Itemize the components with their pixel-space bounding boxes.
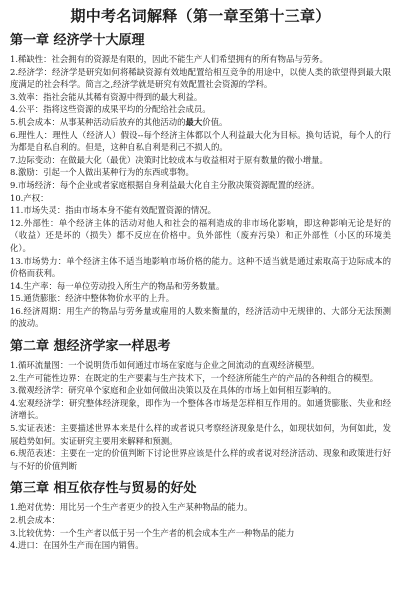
entry-definition: 用比另一个生产者更少的投入生产某种物品的能力。: [59, 502, 253, 513]
definition-entry: [10, 154, 391, 167]
entry-term: 13.市场势力：: [10, 255, 67, 266]
entry-term: 1.绝对优势：: [10, 502, 60, 513]
entry-term: 2.生产可能性边界：: [10, 372, 85, 383]
chapters-container: [10, 32, 391, 552]
chapter-section: [10, 480, 391, 551]
entry-term: 1.循环流量图：: [10, 360, 69, 371]
entry-definition: 引起一个人做出某种行为的东西或事物。: [43, 167, 194, 178]
definition-entry: [10, 166, 391, 179]
definition-entry: [10, 91, 391, 104]
definition-entry: [10, 53, 391, 66]
entry-term: 10.产权：: [10, 192, 49, 203]
entry-definition: 研究单个家庭和企业如何做出决策以及在具体的市场上如何相互影响的。: [68, 385, 337, 396]
definition-entry: [10, 280, 391, 293]
entry-definition: 在做最大化（最优）决策时比较成本与收益相对于原有数量的微小增量。: [59, 154, 328, 165]
entry-definition: 理性人（经济人）假设--每个经济主体都以个人利益最大化为目标。换句话说，每个人的行为都是自私自利的。但是，这种自私自利是利己不损人的。: [10, 129, 391, 153]
entry-definition: 经济中整体物价水平的上升。: [65, 293, 175, 304]
entry-term: 6.理性人：: [10, 129, 53, 140]
entry-definition: 每一单位劳动投入所生产的物品和劳务数量。: [56, 280, 225, 291]
chapter-heading: 第三章 相互依存性与贸易的好处: [10, 481, 197, 497]
entry-term: 14.生产率：: [10, 280, 57, 291]
entry-term: 16.经济周期：: [10, 305, 67, 316]
chapter-section: [10, 338, 391, 472]
definition-entry: [10, 103, 391, 116]
definition-entry: [10, 447, 391, 472]
definition-entry: [10, 359, 391, 372]
definition-entry: [10, 527, 391, 540]
document-title: 期中考名词解释（第一章至第十三章）: [70, 7, 331, 25]
entry-definition-tail: 价值。: [202, 116, 228, 127]
entry-definition: 主要在一定的价值判断下讨论世界应该是什么样的或者说对经济活动、现象和政策进行好与不好的价值判断: [10, 448, 391, 471]
entry-term: 1.稀缺性：: [10, 54, 52, 64]
entry-definition: 指由市场本身不能有效配置资源的情况。: [65, 205, 216, 216]
definition-entry: [10, 397, 391, 422]
chapter-heading: 第二章 想经济学家一样思考: [10, 339, 171, 355]
entry-term: 8.激励：: [10, 167, 44, 178]
entry-term: 3.比较优势：: [10, 527, 60, 538]
entry-term: 4.宏观经济学：: [10, 397, 69, 408]
entry-term: 7.边际变动：: [10, 154, 60, 165]
definition-entry: [10, 204, 391, 217]
entry-term: 3.微观经济学：: [10, 385, 69, 396]
entry-definition: 指社会能从其稀有资源中得到的最大利益。: [43, 91, 203, 102]
entry-term: 11.市场失灵：: [10, 205, 66, 216]
definition-entry: [10, 292, 391, 305]
entry-definition: 经济学是研究如何将稀缺资源有效地配置给相互竞争的用途中，以使人类的欲望得到最大限度满足的社会科学。简言之,经济学就是研究有效配置社会资源的学科。: [10, 66, 392, 90]
definition-entry: [10, 255, 391, 280]
entry-term: 5.实证表述：: [10, 423, 61, 434]
entry-term: 2.经济学：: [10, 66, 53, 77]
definition-entry: [10, 372, 391, 385]
definition-entry: [10, 129, 391, 154]
chapter-heading: 第一章 经济学十大原理: [10, 33, 145, 48]
entry-emphasis: 最大: [185, 116, 203, 127]
entry-definition: 指将这些资源的成果平均的分配给社会成员。: [43, 104, 211, 115]
entry-term: 2.机会成本：: [10, 515, 60, 525]
entry-term: 4.进口：: [10, 540, 44, 551]
definition-entry: [10, 179, 391, 192]
definition-entry: [10, 217, 391, 255]
definition-entry: [10, 116, 391, 129]
definition-entry: [10, 305, 391, 330]
entry-definition: 在国外生产而在国内销售。: [43, 540, 144, 551]
entry-term: 6.规范表述：: [10, 448, 61, 459]
entry-definition: 一个说明货币如何通过市场在家庭与企业之间流动的直观经济模型。: [68, 360, 320, 371]
entry-term: 9.市场经济：: [10, 179, 60, 190]
chapter-section: [10, 32, 391, 330]
definition-entry: [10, 539, 391, 552]
entry-term: 3.效率：: [10, 91, 44, 102]
entry-definition: 用生产的物品与劳务量或雇用的人数来衡量的，经济活动中无规律的、大部分无法预测的波动。: [10, 305, 391, 329]
definition-entry: [10, 501, 391, 514]
entry-term: 15.通货膨胀：: [10, 293, 66, 304]
entry-definition: 主要描述世界本来是什么样的或者说只考察经济现象是什么，如现状如何，为何如此，发展趋势如何。实证研究主要用来解释和预测。: [10, 423, 391, 446]
entry-definition: 单个经济主体不适当地影响市场价格的能力。这种不适当就是通过索取高于边际成本的价格而获利。: [10, 255, 391, 279]
entry-definition: 每个企业或者家庭根据自身利益最大化自主分散决策资源配置的经济。: [59, 179, 320, 190]
entry-definition: 在既定的生产要素与生产技术下，一个经济所能生产的产品的各种组合的模型。: [85, 372, 379, 383]
entry-definition: 研究整体经济现象，即作为一个整体各市场是怎样相互作用的。如通货膨胀、失业和经济增长。: [10, 397, 391, 421]
definition-entry: [10, 514, 391, 527]
entry-term: 4.公平：: [10, 104, 44, 115]
definition-entry: [10, 66, 391, 91]
definition-entry: [10, 422, 391, 447]
entry-definition: 一个生产者以低于另一个生产者的机会成本生产一种物品的能力: [59, 527, 295, 538]
entry-definition: 社会拥有的资源是有限的，因此不能生产人们希望拥有的所有物品与劳务。: [51, 54, 328, 64]
entry-definition: 从事某种活动后放弃的其他活动的: [59, 116, 186, 127]
entry-term: 12.外部性：: [10, 217, 59, 228]
entry-definition: 单个经济主体的活动对他人和社会的福利造成的非市场化影响，即这种影响无论是好的（收益）还是坏的（损失）都不反应在价格中。负外部性（废弃污染）和正外部性（小区的环境美化）。: [10, 217, 391, 253]
definition-entry: [10, 192, 391, 205]
entry-term: 5.机会成本：: [10, 116, 60, 127]
definition-entry: [10, 384, 391, 397]
